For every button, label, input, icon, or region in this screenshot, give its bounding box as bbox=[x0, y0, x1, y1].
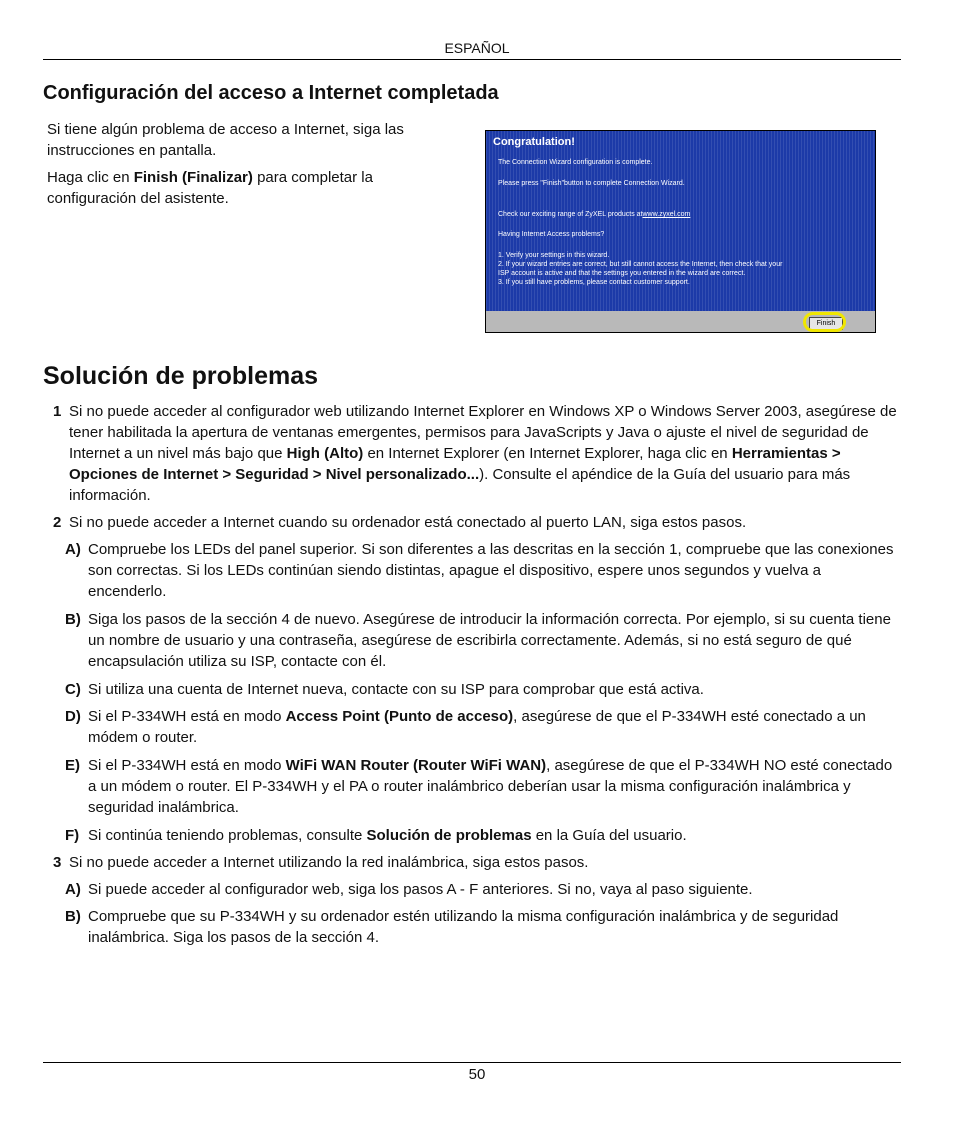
substep-text bbox=[88, 755, 899, 818]
step-number: 2 bbox=[53, 514, 62, 531]
substep-label: F) bbox=[65, 827, 80, 844]
text-segment: , asegúrese de que el P-334WH esté conectado a un módem o router. bbox=[88, 708, 866, 746]
wizard-line: 1. Verify your settings in this wizard. bbox=[498, 252, 610, 259]
step-1 bbox=[0, 401, 954, 506]
substep-2b bbox=[0, 609, 954, 672]
intro-paragraph-2 bbox=[47, 167, 457, 209]
substep-text bbox=[88, 825, 899, 846]
intro-text-segment: para completar la configuración del asistente. bbox=[47, 169, 373, 207]
substep-2f bbox=[0, 825, 954, 846]
text-segment: Si el P-334WH está en modo bbox=[88, 757, 286, 774]
substep-text: Si puede acceder al configurador web, siga los pasos A - F anteriores. Si no, vaya al paso siguiente. bbox=[88, 881, 753, 898]
wizard-line: 2. If your wizard entries are correct, but still cannot access the Internet, then check that your bbox=[498, 261, 783, 268]
wizard-line: The Connection Wizard configuration is complete. bbox=[498, 159, 653, 166]
troubleshooting-steps bbox=[0, 401, 954, 948]
text-segment: Si no puede acceder al configurador web utilizando Internet Explorer en Windows XP o Windows Server 2003, asegúrese de tener habilitada la apertura de ventanas emergentes, permisos para JavaScripts y Java o ajuste el nivel de seguridad de Internet a un nivel más bajo que bbox=[69, 403, 897, 462]
substep-text: Compruebe los LEDs del panel superior. Si son diferentes a las descritas en la sección 1, compruebe que las conexiones son correctas. Si los LEDs continúan siendo distintas, apague el dispositivo, espere unos segundos y vuelva a encenderlo. bbox=[88, 541, 894, 600]
step-text bbox=[69, 401, 899, 506]
wizard-line: Having Internet Access problems? bbox=[498, 231, 605, 238]
wizard-line: Please press "Finish"button to complete Connection Wizard. bbox=[498, 180, 685, 187]
bold-term: Solución de problemas bbox=[366, 827, 532, 844]
substep-label: E) bbox=[65, 757, 80, 774]
substep-text bbox=[88, 706, 899, 748]
page-number: 50 bbox=[468, 1066, 486, 1083]
step-text: Si no puede acceder a Internet cuando su ordenador está conectado al puerto LAN, siga estos pasos. bbox=[69, 514, 747, 531]
step-text: Si no puede acceder a Internet utilizando la red inalámbrica, siga estos pasos. bbox=[69, 854, 589, 871]
substep-2a bbox=[0, 539, 954, 602]
substep-label: C) bbox=[65, 681, 81, 698]
wizard-screenshot bbox=[485, 130, 876, 333]
substep-2e bbox=[0, 755, 954, 818]
finish-button[interactable]: Finish bbox=[809, 317, 843, 330]
wizard-panel bbox=[486, 131, 875, 311]
bold-term: WiFi WAN Router (Router WiFi WAN) bbox=[285, 757, 547, 774]
footer-rule bbox=[43, 1062, 901, 1063]
wizard-line bbox=[498, 210, 690, 219]
text-segment: ). Consulte el apéndice de la Guía del usuario para más información. bbox=[69, 466, 851, 504]
substep-label: B) bbox=[65, 908, 81, 925]
text-segment: en Internet Explorer (en Internet Explorer, haga clic en bbox=[363, 445, 732, 462]
step-3 bbox=[0, 852, 954, 873]
substep-text: Compruebe que su P-334WH y su ordenador estén utilizando la misma configuración inalámbrica y de seguridad inalámbrica. Siga los pasos de la sección 4. bbox=[88, 908, 839, 946]
bold-term: High (Alto) bbox=[286, 445, 364, 462]
substep-2d bbox=[0, 706, 954, 748]
substep-text: Si utiliza una cuenta de Internet nueva, contacte con su ISP para comprobar que está activa. bbox=[88, 681, 704, 698]
troubleshooting-title: Solución de problemas bbox=[43, 362, 319, 390]
zyxel-link[interactable]: www.zyxel.com bbox=[642, 211, 691, 218]
finish-label-bold: Finish (Finalizar) bbox=[133, 169, 253, 186]
text-segment: Si continúa teniendo problemas, consulte bbox=[88, 827, 367, 844]
wizard-line-text: Check our exciting range of ZyXEL products at bbox=[498, 211, 643, 218]
text-segment: Si el P-334WH está en modo bbox=[88, 708, 286, 725]
section-title: Configuración del acceso a Internet completada bbox=[43, 82, 499, 104]
substep-label: A) bbox=[65, 541, 81, 558]
substep-label: D) bbox=[65, 708, 81, 725]
intro-text bbox=[47, 119, 457, 215]
step-number: 3 bbox=[53, 854, 62, 871]
step-2 bbox=[0, 512, 954, 533]
wizard-title: Congratulation! bbox=[493, 136, 575, 148]
bold-term: Herramientas > Opciones de Internet > Seguridad > Nivel personalizado... bbox=[69, 445, 841, 483]
substep-label: A) bbox=[65, 881, 81, 898]
text-segment: , asegúrese de que el P-334WH NO esté conectado a un módem o router. El P-334WH y el PA o router inalámbrico deberían usar la misma configuración inalámbrica y seguridad inalámbrica. bbox=[88, 757, 893, 816]
substep-label: B) bbox=[65, 611, 81, 628]
substep-3a bbox=[0, 879, 954, 900]
header-rule bbox=[43, 59, 901, 60]
wizard-line: ISP account is active and that the settings you entered in the wizard are correct. bbox=[498, 270, 746, 277]
text-segment: en la Guía del usuario. bbox=[531, 827, 687, 844]
bold-term: Access Point (Punto de acceso) bbox=[285, 708, 514, 725]
header-language: ESPAÑOL bbox=[444, 40, 510, 56]
substep-2c bbox=[0, 679, 954, 700]
substep-3b bbox=[0, 906, 954, 948]
finish-highlight-ring bbox=[803, 312, 846, 332]
substep-text: Siga los pasos de la sección 4 de nuevo. Asegúrese de introducir la información correcta. Por ejemplo, si su cuenta tiene un nombre de usuario y una contraseña, asegúrese de escribirla correctamente. Además, si no está seguro de qué encapsulación utiliza su ISP, contacte con él. bbox=[88, 611, 891, 670]
intro-text-segment: Haga clic en bbox=[47, 169, 134, 186]
intro-paragraph-1: Si tiene algún problema de acceso a Internet, siga las instrucciones en pantalla. bbox=[47, 121, 404, 159]
step-number: 1 bbox=[53, 403, 62, 420]
wizard-line: 3. If you still have problems, please contact customer support. bbox=[498, 279, 690, 286]
